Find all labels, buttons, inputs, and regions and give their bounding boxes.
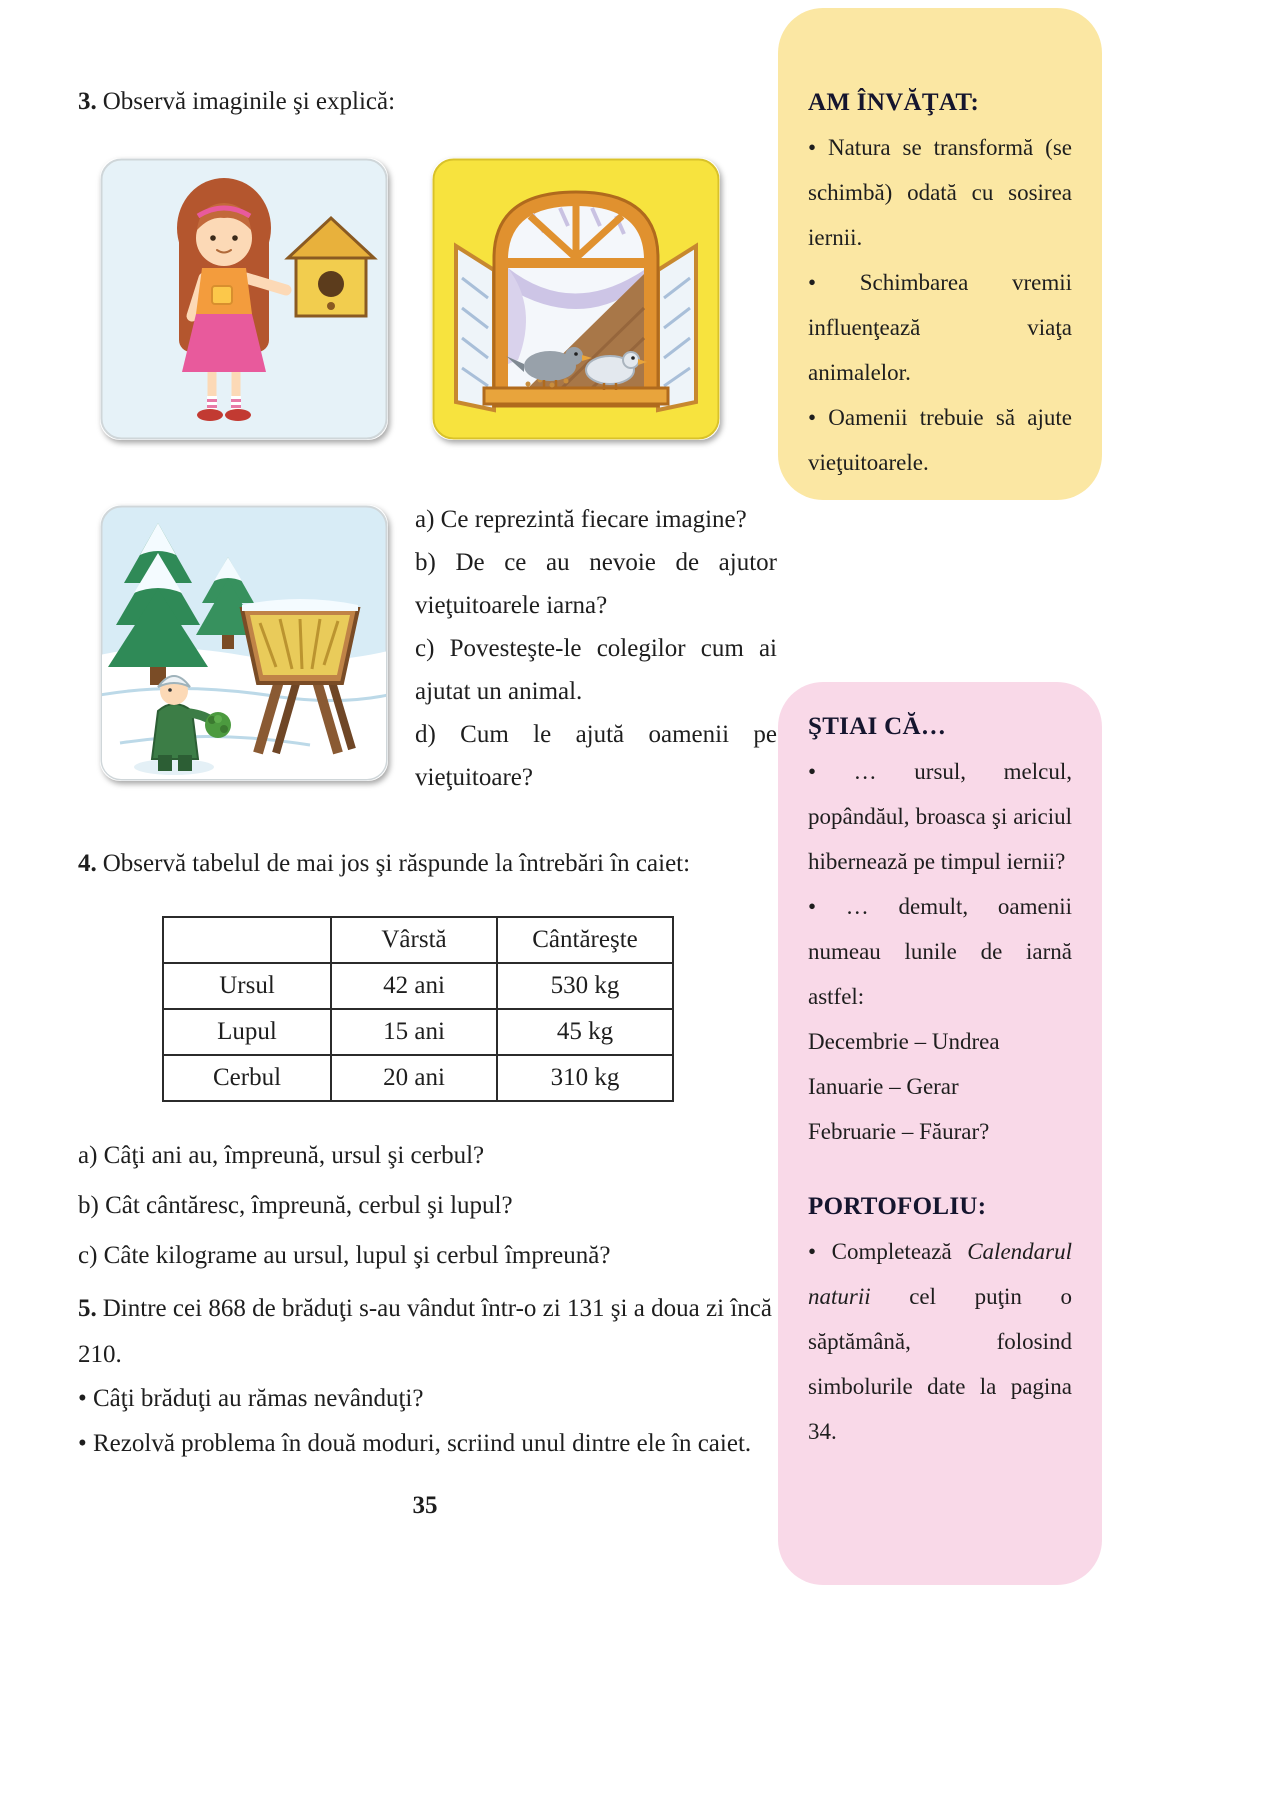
exercise3-number: 3. xyxy=(78,88,97,115)
exercise3-question-c: c) Povesteşte-le colegilor cum ai ajutat un animal. xyxy=(415,635,777,705)
table-header-row xyxy=(163,917,673,963)
exercise5-title-text: Dintre cei 868 de brăduţi s-au vândut într-o zi 131 şi a doua zi încă 210. xyxy=(78,1295,772,1368)
girl-birdhouse-image xyxy=(100,158,388,440)
cell-animal: Lupul xyxy=(163,1009,331,1055)
table-row-lupul xyxy=(163,1009,673,1055)
stiai-ca-box xyxy=(778,682,1102,1585)
cell-animal: Ursul xyxy=(163,963,331,1009)
portofoliu-heading: PORTOFOLIU: xyxy=(808,1193,987,1220)
exercise4-question-b: b) Cât cântăresc, împreună, cerbul şi lupul? xyxy=(78,1192,513,1219)
month-ianuarie: Ianuarie – Gerar xyxy=(808,1074,959,1099)
am-invatat-item-3: • Oamenii trebuie să ajute vieţuitoarele. xyxy=(808,405,1072,475)
exercise5-bullets xyxy=(78,1376,751,1466)
exercise4-question-a: a) Câţi ani au, împreună, ursul şi cerbul? xyxy=(78,1142,485,1169)
exercise3-question-a: a) Ce reprezintă fiecare imagine? xyxy=(415,506,747,533)
exercise5-title xyxy=(78,1286,772,1378)
header-cantareste: Cântăreşte xyxy=(497,917,673,963)
exercise4-title xyxy=(78,850,690,878)
table-row-ursul xyxy=(163,963,673,1009)
month-decembrie: Decembrie – Undrea xyxy=(808,1029,1000,1054)
cell-animal: Cerbul xyxy=(163,1055,331,1101)
animals-table xyxy=(162,916,674,1102)
exercise3-question-d: d) Cum le ajută oamenii pe vieţuitoare? xyxy=(415,721,777,791)
winter-feeding-image xyxy=(100,505,388,781)
cell-varsta: 42 ani xyxy=(331,963,497,1009)
header-varsta: Vârstă xyxy=(331,917,497,963)
portofoliu-item-italic: Calendarul naturii xyxy=(808,1239,1072,1309)
exercise4-questions xyxy=(78,1142,610,1292)
exercise5-bullet-2: • Rezolvă problema în două moduri, scriind unul dintre ele în caiet. xyxy=(78,1430,752,1457)
exercise3-title-text: Observă imaginile şi explică: xyxy=(102,88,396,115)
page-number: 35 xyxy=(412,1492,438,1519)
am-invatat-box xyxy=(778,8,1102,500)
cell-varsta: 20 ani xyxy=(331,1055,497,1101)
exercise5-number: 5. xyxy=(78,1295,97,1322)
portofoliu-item-pre: • Completează xyxy=(808,1239,968,1264)
exercise3-title xyxy=(78,88,395,116)
cell-greutate: 45 kg xyxy=(497,1009,673,1055)
month-februarie: Februarie – Făurar? xyxy=(808,1119,990,1144)
table-row-cerbul xyxy=(163,1055,673,1101)
am-invatat-item-2: • Schimbarea vremii influenţează viaţa animalelor. xyxy=(808,270,1072,385)
exercise4-title-text: Observă tabelul de mai jos şi răspunde la întrebări în caiet: xyxy=(102,850,691,877)
portofoliu-item-post: cel puţin o săptămână, folosind simbolurile date la pagina 34. xyxy=(808,1284,1072,1444)
stiai-ca-item-1: • … ursul, melcul, popândăul, broasca şi ariciul hibernează pe timpul iernii? xyxy=(808,759,1072,874)
stiai-ca-heading: ŞTIAI CĂ… xyxy=(808,713,947,740)
cell-greutate: 310 kg xyxy=(497,1055,673,1101)
exercise3-questions xyxy=(415,498,777,799)
window-birds-image xyxy=(432,158,720,440)
exercise4-question-c: c) Câte kilograme au ursul, lupul şi cerbul împreună? xyxy=(78,1242,611,1269)
exercise4-number: 4. xyxy=(78,850,97,877)
exercise5-bullet-1: • Câţi brăduţi au rămas nevânduţi? xyxy=(78,1385,424,1412)
portofoliu-item xyxy=(808,1229,1072,1454)
exercise3-question-b: b) De ce au nevoie de ajutor vieţuitoarele iarna? xyxy=(415,549,777,619)
header-empty-cell xyxy=(163,917,331,963)
cell-greutate: 530 kg xyxy=(497,963,673,1009)
am-invatat-item-1: • Natura se transformă (se schimbă) odată cu sosirea iernii. xyxy=(808,135,1072,250)
stiai-ca-item-2-intro: • … demult, oamenii numeau lunile de iarnă astfel: xyxy=(808,894,1072,1009)
am-invatat-heading: AM ÎNVĂŢAT: xyxy=(808,89,980,116)
cell-varsta: 15 ani xyxy=(331,1009,497,1055)
